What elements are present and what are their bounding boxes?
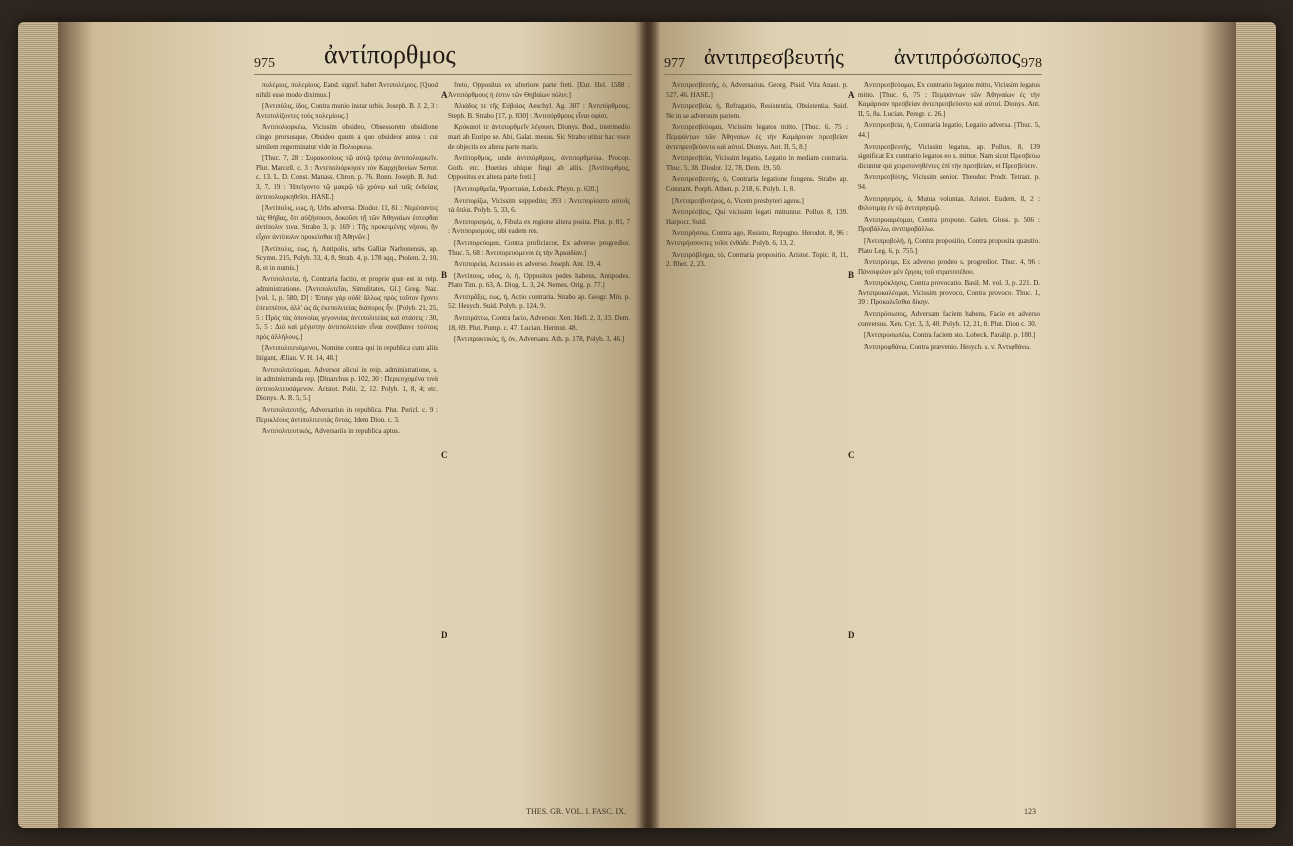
dictionary-entry: Ἀντιπρεσβύτης, Vicissim senior. Theodor. Prodr. Tetrast. p. 94. bbox=[858, 173, 1040, 191]
left-page-footer: THES. GR. VOL. I. FASC. IX. bbox=[526, 807, 626, 816]
page-edges-right bbox=[1236, 22, 1276, 828]
margin-marker-a: A bbox=[848, 90, 855, 100]
right-page-footer: 123 bbox=[1024, 807, 1036, 816]
left-column-number: 975 bbox=[254, 56, 275, 71]
right-page-header bbox=[664, 30, 1042, 75]
dictionary-entry: freto, Oppositus ex ulteriore parte freti. [Eur. Hel. 1588 : Ἀντιπόρθμους ἡ ἐστιν τῶν Θηβαίων πόλιν.] bbox=[448, 81, 630, 99]
dictionary-entry: Ἀντιπρεσβεία, ἡ, Refragatio, Resistentia, Obsistentia. Suid. Ne in se adversum pariem. bbox=[666, 102, 848, 120]
dictionary-entry: Ἀντιπολιορκέω, Vicissim obsideo, Obsessorem obsidione cingo prorsusque, Obsideo quum a quo obsideor antea : cui similem regerminatur vide in Πολιορκεω. bbox=[256, 123, 438, 151]
dictionary-entry: Ἀντιπρεσβευτής, Vicissim legatus, ap. Pollux. 8, 139 significat Ex contrario legatos eo s. mittor. Nam sicut Πρεσβεύω dicuntur qui χειροτονηθέντες ἐπὶ τὴν πρεσβείαν, et Πρεσβεύειν. bbox=[858, 142, 1040, 170]
dictionary-entry: Ἀντιπρόβλημα, τὸ, Contraria propositio. Aristot. Topic. 8, 11, 2. Rhet. 2, 23. bbox=[666, 250, 848, 269]
dictionary-entry: [Ἀντίπολις, εως, ἡ, Urbs adversa. Diodor. 11, 81 : Νεμέσαντες τὰς Θήβας, ὅτι αὐξήσουσι, δοκοῦσι τῇ τῶν Ἀθηναίων ἐστεφθαι ἀντίπολιν τινα. Strabo 3, p. 169 : Τῆς προκειμένης νήσου, ἣν εἶχον ἀντίπολιν προκείσθαι τῇ Ἀθηνῶν.] bbox=[256, 204, 438, 241]
margin-marker-a: A bbox=[441, 90, 448, 100]
dictionary-entry: Ἀντιπρεσβευτής, ὁ, Contraria legatione fungens. Strabo ap. Constant. Porph. Athen. p. 218, 6. Polyb. 1, 8. bbox=[666, 175, 848, 193]
right-column-number: 978 bbox=[1021, 56, 1042, 71]
dictionary-entry: Ἀντιπορίζω, Vicissim suppedito; 393 : Ἀντεπορίσατο αὐτοῖς τὰ ὅπλα. Polyb. 5, 33, 6. bbox=[448, 196, 630, 215]
book-gutter bbox=[640, 22, 660, 828]
dictionary-entry: [Ἀντιπροβολή, ἡ, Contra propositio, Contra proposita quæstio. Plato Leg. 6, p. 755.] bbox=[858, 236, 1040, 255]
dictionary-entry: [Ἀντιπρακτικός, ἡ, ὁν, Adversans. Ath. p. 178, Polyb. 3, 46.] bbox=[454, 335, 625, 344]
dictionary-entry: [Thuc. 7, 28 : Συρακοσίους τῷ αὐτῷ τρόπῳ ἀντιπολιορκεῖν. Plut. Marcell. c. 3 : Ἀντεπολιόρκησεν τὸν Καρχηδονίων Sertor. c. 13. L. D. Const. Manass. Chron. p. 76. Bonn. Joseph. B. Jud. 3, 7, 19 : Ἠπείγοντο τῷ μακρῷ τῷ χρόνῳ καὶ ταῖς ἐνδείαις ἀντιπολιορκηθεῖσι. HASE.] bbox=[256, 154, 438, 201]
dictionary-entry: [Ἀντίπολις, εως, ἡ, Antipolis, urbs Galliæ Narbonensis, ap. Scymn. 215, Polyb. 33, 4, 8, Strab. 4, p. 178 sqq., Ptolem. 2, 10, 8, et in numis.] bbox=[256, 244, 438, 272]
dictionary-entry: [Ἀντίπους, οδος, ὁ, ἡ, Oppositos pedes habens, Antipodes. Plato Tim. p. 63, A. Diog. L. 3, 24. Nemes. Orig. p. 77.] bbox=[448, 271, 630, 290]
open-book bbox=[18, 22, 1276, 828]
dictionary-entry: Ἀντιπράττω, Contra facio, Adversor. Xen. Hell. 2, 3, 33. Dem. 18, 69. Plut. Pomp. c. 47. Lucian. Hermot. 48. bbox=[448, 314, 630, 332]
dictionary-entry: Ἀντιπρεσβεία, Vicissim legatio, Legatio in mediam contraria. Thuc. 5, 38. Diodor. 12, 78. Dem. 19, 50. bbox=[666, 154, 848, 172]
dictionary-entry: Ἀντιπροφθάνω, Contra prævenio. Hesych. s. v. Ἀντιφθάνω. bbox=[864, 342, 1031, 351]
left-page bbox=[248, 30, 638, 820]
dictionary-entry: Ἀντιπρεσβευτής, ὁ, Adversarius. Georg. Pisid. Vita Anast. p. 527, 46. HASE.] bbox=[666, 81, 848, 99]
dictionary-entry: Ἀντιπρεσβεία, ἡ, Contraria legatio, Legatio adversa. [Thuc. 5, 44.] bbox=[858, 121, 1040, 139]
left-page-column-2 bbox=[448, 81, 630, 439]
dictionary-entry: Ἀντιπροαιρέομαι, Contra propono. Galen. Gloss. p. 506 : Προβάλλω, ἀντιπροβάλλω. bbox=[858, 215, 1040, 234]
dictionary-entry: [Ἀντιπολιτευόμενοι, Nomine contra qui in republica cum aliis litigant, Ælian. V. H. 14, 48.] bbox=[256, 344, 438, 363]
left-headword: ἀντίπορθμος bbox=[324, 40, 456, 69]
margin-marker-b: B bbox=[848, 270, 855, 280]
dictionary-entry: [Ἀντιπορεύομαι, Contra proficiscor, Ex adverso progredior. Thuc. 5, 68 : Ἀντιπορευόμενοι ἐς τὴν Ἀρκαδίαν.] bbox=[448, 238, 630, 257]
dictionary-entry: Ἀντιπολιτευτής, Adversarius in republica. Plut. Pericl. c. 9 : Περικλέους ἀντιπολιτευτὰς ὄντας. Idem Dion. c. 3. bbox=[256, 406, 438, 424]
dictionary-entry: [Ἀντιπροσωπέω, Contra faciem sto. Lobeck. Paralip. p. 180.] bbox=[864, 331, 1036, 340]
right-page-column-1 bbox=[666, 81, 848, 354]
dictionary-entry: Ἀντιπρόκλησις, Contra provocatio. Basil. M. vol. 3, p. 221. D. Ἀντιπροκαλέομαι, Vicissim provoco, Contra provoco. Thuc. 1, 39 : Προκαλεῖσθαι δίκην. bbox=[858, 279, 1040, 307]
dictionary-entry: Ἀντιπολιτεύομαι, Adversor alicui in reip. administratione, s. in administranda rep. [Dinarchus p. 102, 30 : Περιεσχομένα τινὰ ἀντιπολιτευσάμενον. Aristot. Polit. 2, 12. Polyb. 1, 8, 4; etc. Dionys. A. R. 5, 5.] bbox=[256, 365, 438, 403]
dictionary-entry: Ἀντιπολιτεία, ἡ, Contraria factio, et proprie quæ est in reip. administratione. [Ἀντιπολιτεῖαι, Simulitates, Gl.] Greg. Naz. [vol. 1, p. 580, D] : Ἐπαγε γάρ οὐδὲ ἄλλως πρὸς τοῦτον ἔχοντι ἐπεισπέσοι, ἀλλ' ὡς ἂς ἐκεπολιτείας διάπυρος ἦν. [Polyb. 21, 25, 5 : Πρὸς τὰς ὁπονοίας γεγονυίας ἀντιπολιτείας καὶ στάσεις : 30, 5, 5 : Διὸ καὶ μέγιστην ἀντιπολιτείαν εἶναι συνέβαινε τούτοις πρὸς ἀλλήλους.] bbox=[256, 275, 438, 341]
dictionary-entry: Κρύκαισί τε ἀντιπορθμεῖν λέγουσι. Dionys. Bod., intermedio mari ab Euripo se. Abi, Galat. mesus. Sic Strabo utitur hac voce de objectis ex altera parte maris. bbox=[448, 123, 630, 151]
margin-marker-c: C bbox=[441, 450, 448, 460]
dictionary-entry: Ἀντιπορεία, Accessio ex adverso. Joseph. Ant. 19, 4. bbox=[454, 260, 602, 269]
dictionary-entry: [Ἀντιπρεσβυτέρος, ὁ, Vicem presbyteri agens.] bbox=[672, 196, 804, 205]
dictionary-entry: Ἀντιπρεσβεύομαι, Ex contrario legatos mitto, Vicissim legatos mitto. [Thuc. 6, 75 : Πεμψάντων τῶν Ἀθηναίων ἐς τὴν Καμάριναν πρεσβείαν ἀντεπρεσβεύοντο καὶ αὐτοί. Dionys. Ant. II, 5, 8a. Lucian. Peregr. c. 26.] bbox=[858, 81, 1040, 118]
dictionary-entry: Ἀντιπρήσσω, Contra ago, Resisto, Repugno. Herodot. 8, 96 : Ἀντιπρήσσοντες τοῖσι ἐνθάδε. Polyb. 6, 13, 2. bbox=[666, 229, 848, 247]
left-page-header bbox=[254, 30, 632, 75]
right-page-columns bbox=[658, 75, 1048, 354]
dictionary-entry: Ἀντιπορισμός, ὁ, Fibula ex regione altera posita. Plut. p. 81, 7 : Ἀντιπορισμούς, ubi eadem res. bbox=[448, 217, 630, 236]
dictionary-entry: Ἀντιπρέσβεις, Qui vicissim legati mittuntur. Pollux 8, 139. Harpocr. Suid. bbox=[666, 208, 848, 226]
dictionary-entry: [Ἀντιπόλις, ἰδος, Contra munio instar urbis. Joseph. B. J. 2, 3 : Ἀντιπολίζοντες τοὺς πολεμίους.] bbox=[256, 102, 438, 120]
dictionary-entry: Ἀντίπορθμος, unde ἀντιπόρθμιος, ἀντιπορθμεύω. Procop. Goth. etc. Huetius ubique fingi ab aliis. [Ἀντίπορθμος, Oppositus ex altera parte freti.] bbox=[448, 154, 630, 182]
dictionary-entry: Ἀντιπρησμός, ὁ, Mutua voluntas. Aristot. Eudem. 8, 2 : Φιλοτιμίᾳ ἐν τῷ ἀντιπρησμῷ. bbox=[858, 194, 1040, 213]
margin-marker-d: D bbox=[848, 630, 855, 640]
dictionary-entry: [Ἀντιπορθμεῖα, Ψροσταίαι, Lobeck. Phryn. p. 620.] bbox=[454, 184, 599, 193]
right-left-column-number: 977 bbox=[664, 56, 685, 71]
right-page-column-2 bbox=[858, 81, 1040, 354]
dictionary-entry: Ἀλιάδος τε τῆς Εὐβοίας Aeschyl. Ag. 307 : Ἀντιπόρθμους. Steph. B. Strabo [17, p. 830] : Ἀντιπόρθμους εἶναι σφίσι. bbox=[448, 102, 630, 120]
page-edges-left bbox=[18, 22, 58, 828]
right-left-headword: ἀντιπρεσβευτής bbox=[704, 44, 844, 69]
dictionary-entry: Ἀντιπολιτευτικός, Adversariis in republica aptus. bbox=[262, 427, 400, 436]
dictionary-entry: Ἀντιπρεσβεύομαι, Vicissim legatos mitto. [Thuc. 6, 75 : Πεμψάντων τῶν Ἀθηναίων ἐς τὴν Καμάριναν πρεσβείαν ἀντεπρεσβεύοντο καὶ αὐτοί. Dionys. Ant. II, 5, 8.] bbox=[666, 123, 848, 151]
left-page-column-1 bbox=[256, 81, 438, 439]
left-page-columns bbox=[248, 75, 638, 439]
margin-marker-b: B bbox=[441, 270, 448, 280]
dictionary-entry: Ἀντιπρᾶξις, εως, ἡ, Actio contraria. Strabo ap. Geogr. Min. p. 52. Hesych. Suid. Polyb. p. 124, 9. bbox=[448, 292, 630, 311]
dictionary-entry: πολέμιος, πολεμίους. Eand. signif. habet Ἀντιπολέμιος. [Quod nihili esse modo diximus.] bbox=[256, 81, 438, 99]
right-page bbox=[658, 30, 1048, 820]
right-headword: ἀντιπρόσωπος bbox=[894, 44, 1021, 69]
margin-marker-c: C bbox=[848, 450, 855, 460]
margin-marker-d: D bbox=[441, 630, 448, 640]
dictionary-entry: Ἀντιπρόσωπος, Adversam faciem habens, Facie ex adverso conversus. Xen. Cyr. 3, 3, 40. Polyb. 12, 21, 8. Plut. Dion c. 30. bbox=[858, 310, 1040, 328]
dictionary-entry: Ἀντιπρόειμι, Ex adverso prodeo s. progredior. Thuc. 4, 96 : Πάνσιφιλον μὲν ἔργοις τοῦ στρατοπέδου. bbox=[858, 258, 1040, 276]
